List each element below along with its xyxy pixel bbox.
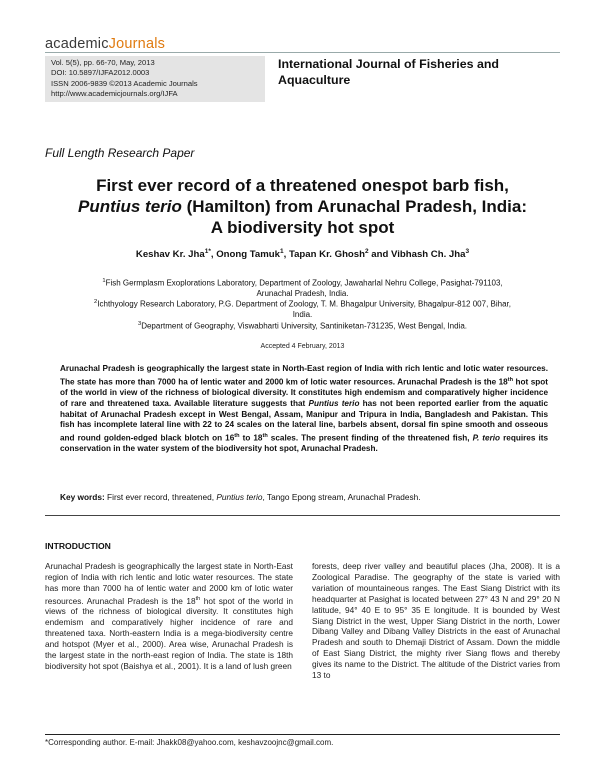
abstract-text: has not been reported earlier from the aquatic habitat of Arunachal Pradesh except in West Bengal, Assam, Manipur and Tripura in India, Bangladesh and Pakistan. This fish has incomplete lateral line with 22 to 24 scales on the lateral line, barbels absent, dorsal fin spine smooth and osseous and round golden-edged black blotch on 16 [60,398,549,443]
affiliation-text: India. [292,310,313,320]
meta-volume: Vol. 5(5), pp. 66-70, May, 2013 [51,58,155,67]
affiliation-2 [45,297,560,321]
abstract-sup: th [234,432,240,439]
author-separator: , [210,249,217,261]
abstract-text: requires its conservation in the water system of the biodiversity hot spot, Arunachal Pradesh. [60,433,548,454]
author-separator: and [368,249,391,261]
author-affil-sup: 3 [465,248,470,255]
abstract [60,364,548,455]
affiliation-sup: 3 [137,321,142,327]
abstract-text: scales. The present finding of the threatened fish, [267,433,473,443]
title-line3: A biodiversity hot spot [210,218,395,237]
accepted-date: Accepted 4 February, 2013 [260,343,345,350]
affiliation-text: Ichthyology Research Laboratory, P.G. Department of Zoology, T. M. Bhagalpur University, Bhagalpur-812 007, Bihar, [97,299,511,309]
journal-name-line1: International Journal of Fisheries and [278,57,500,71]
meta-doi: DOI: 10.5897/IJFA2012.0003 [51,68,150,78]
intro-right-column: forests, deep river valley and beautiful places (Jha, 2008). It is a Zoological Paradise. The geography of the state is varied with variation of mountaineous ranges. The East Siang District with its headquarter at Pasighat is located between 27° 43 N and 29° 20 N latitude, 94° 40 E to 95° 35 E longitude. It is bounded by West Siang District in the west, Upper Siang District in the north, Lower Dibang Valley and Dibang Valley Districts in the east of Arunachal Pradesh and south to Dhemaji District of Assam. Down the middle of East Siang District, the mighty river Siang flows and thereby gives its name to the District. The altitude of the District varies from 13 to [312,561,560,681]
author-affil-sup: 1 [204,248,209,255]
keywords-label: Key words: [60,492,105,502]
logo-text-academic: academic [45,36,109,52]
abstract-sup: th [507,376,514,383]
abstract-text: hot spot of the world in view of the richness of biological diversity. It constitutes high endemism and comparatively higher incidence of rare and threatened taxa. Available literature suggests that [60,377,548,408]
affiliation-text: Department of Geography, Viswabharti University, Santiniketan-731235, West Bengal, India. [141,321,468,331]
keywords-text: First ever record, threatened, [104,492,217,502]
title-line2-rest: (Hamilton) from Arunachal Pradesh, India: [181,197,527,216]
corresponding-star: * [208,248,211,255]
journal-name [278,57,563,88]
paper-title [45,175,560,238]
publisher-logo [45,36,165,52]
intro-sup: th [195,595,201,602]
meta-issn: ISSN 2006-9839 ©2013 Academic Journals [51,78,198,88]
affiliation-3 [45,319,560,332]
meta-url[interactable]: http://www.academicjournals.org/IJFA [51,88,178,98]
author-name: Onong Tamuk [216,249,280,261]
abstract-text: to 18 [239,433,263,443]
affiliation-sup: 2 [94,299,98,305]
author-name: Keshav Kr. Jha [135,249,205,261]
abstract-text: Arunachal Pradesh is geographically the largest state in North-East region of India with rich lentic and lotic water resources. The state has more than 7000 ha of lentic water and 2000 km of lotic water resources. Arunachal Pradesh is the 18 [60,364,548,387]
affiliation-text: Arunachal Pradesh, India. [256,289,349,299]
title-line2 [45,196,560,217]
paper-type: Full Length Research Paper [45,146,195,160]
keywords [60,492,548,502]
keywords-species-name: Puntius terio [216,492,263,502]
intro-text: Arunachal Pradesh is geographically the largest state in North-East region of India with rich lentic and lotic water resources. The state has more than 7000 ha of lentic water and 2000 km of lotic water resources. Arunachal Pradesh is the 18 [45,561,293,606]
journal-name-line2: Aquaculture [278,72,351,87]
keywords-text: , Tango Epong stream, Arunachal Pradesh. [262,492,421,502]
author-affil-sup: 2 [364,248,369,255]
title-species-name: Puntius terio [78,197,182,216]
intro-text: hot spot of the world in views of the richness of biological diversity. It constitutes high endemism and comparatively higher incidence of rare and threatened taxa. North-eastern India is a mega-biodiversity centre and hotspot (Myer et al., 2000). Area wise, Arunachal Pradesh is the largest state in the north-east region of India. The state is 18th biodiversity hot spot (Baishya et al., 2001). It is a land of lush green [45,595,293,671]
abstract-sup: th [262,432,268,439]
author-separator: , [283,249,289,261]
affiliation-text: Fish Germplasm Exoplorations Laboratory, Department of Zoology, Jawaharlal Nehru College, Pasighat-791103, [105,278,503,288]
author-name: Tapan Kr. Ghosh [288,249,365,261]
author-name: Vibhash Ch. Jha [391,249,466,261]
author-list [45,248,560,260]
author-affil-sup: 1 [279,248,284,255]
publication-meta-box [45,56,265,102]
footnote-divider [45,734,560,735]
abstract-species-name: P. terio [472,433,501,443]
intro-left-column [45,561,293,672]
title-line1: First ever record of a threatened onespot barb fish, [96,176,509,195]
introduction-heading: INTRODUCTION [45,541,111,551]
abstract-species-name: Puntius terio [308,398,360,408]
affiliation-sup: 1 [102,278,106,284]
corresponding-author-footnote: *Corresponding author. E-mail: Jhakk08@yahoo.com, keshavzoojnc@gmail.com. [45,738,334,747]
logo-text-journals: Journals [108,36,166,52]
section-divider [45,515,560,516]
